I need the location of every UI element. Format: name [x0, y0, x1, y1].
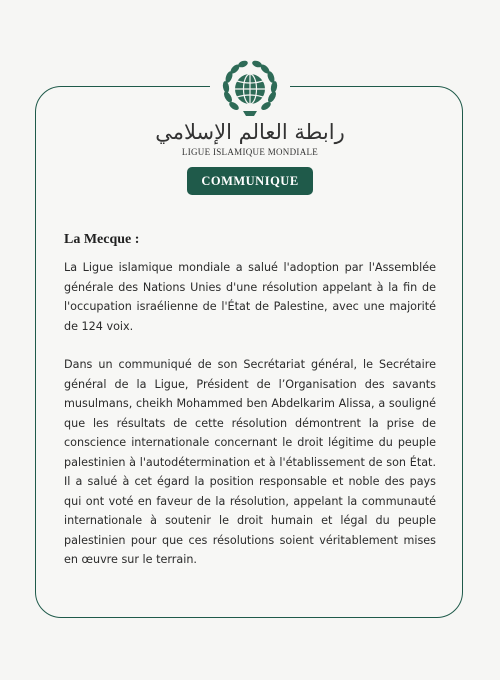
org-name-arabic: رابطة العالم الإسلامي — [155, 120, 345, 144]
article — [64, 232, 436, 589]
paragraph-1: La Ligue islamique mondiale a salué l'adoption par l'Assemblée générale des Nations Unies d'une résolution appelant à la fin de l'occupation israélienne de l'État de Palestine, avec une majorité de 124 voix. — [64, 261, 436, 333]
org-name-french: LIGUE ISLAMIQUE MONDIALE — [181, 147, 319, 157]
paragraph-2: Dans un communiqué de son Secrétariat général, le Secrétaire général de la Ligue, Président de l’Organisation des savants musulmans, cheikh Mohammed ben Abdelkarim Alissa, a souligné que les résultats de cette résolution démontrent la prise de conscience internationale concernant le droit légitime du peuple palestinien à l'autodétermination et à l'établissement de son État. Il a salué à cet égard la position responsable et noble des pays qui ont voté en faveur de la résolution, appelant la communauté internationale à soutenir le droit humain et légal du peuple palestinien pour que ces résolutions soient véritablement mises en œuvre sur le terrain. — [64, 358, 436, 566]
dateline: La Mecque : — [64, 232, 140, 247]
globe-wreath-logo-icon — [219, 59, 281, 121]
header — [0, 115, 500, 195]
communique-badge: COMMUNIQUE — [187, 167, 312, 195]
